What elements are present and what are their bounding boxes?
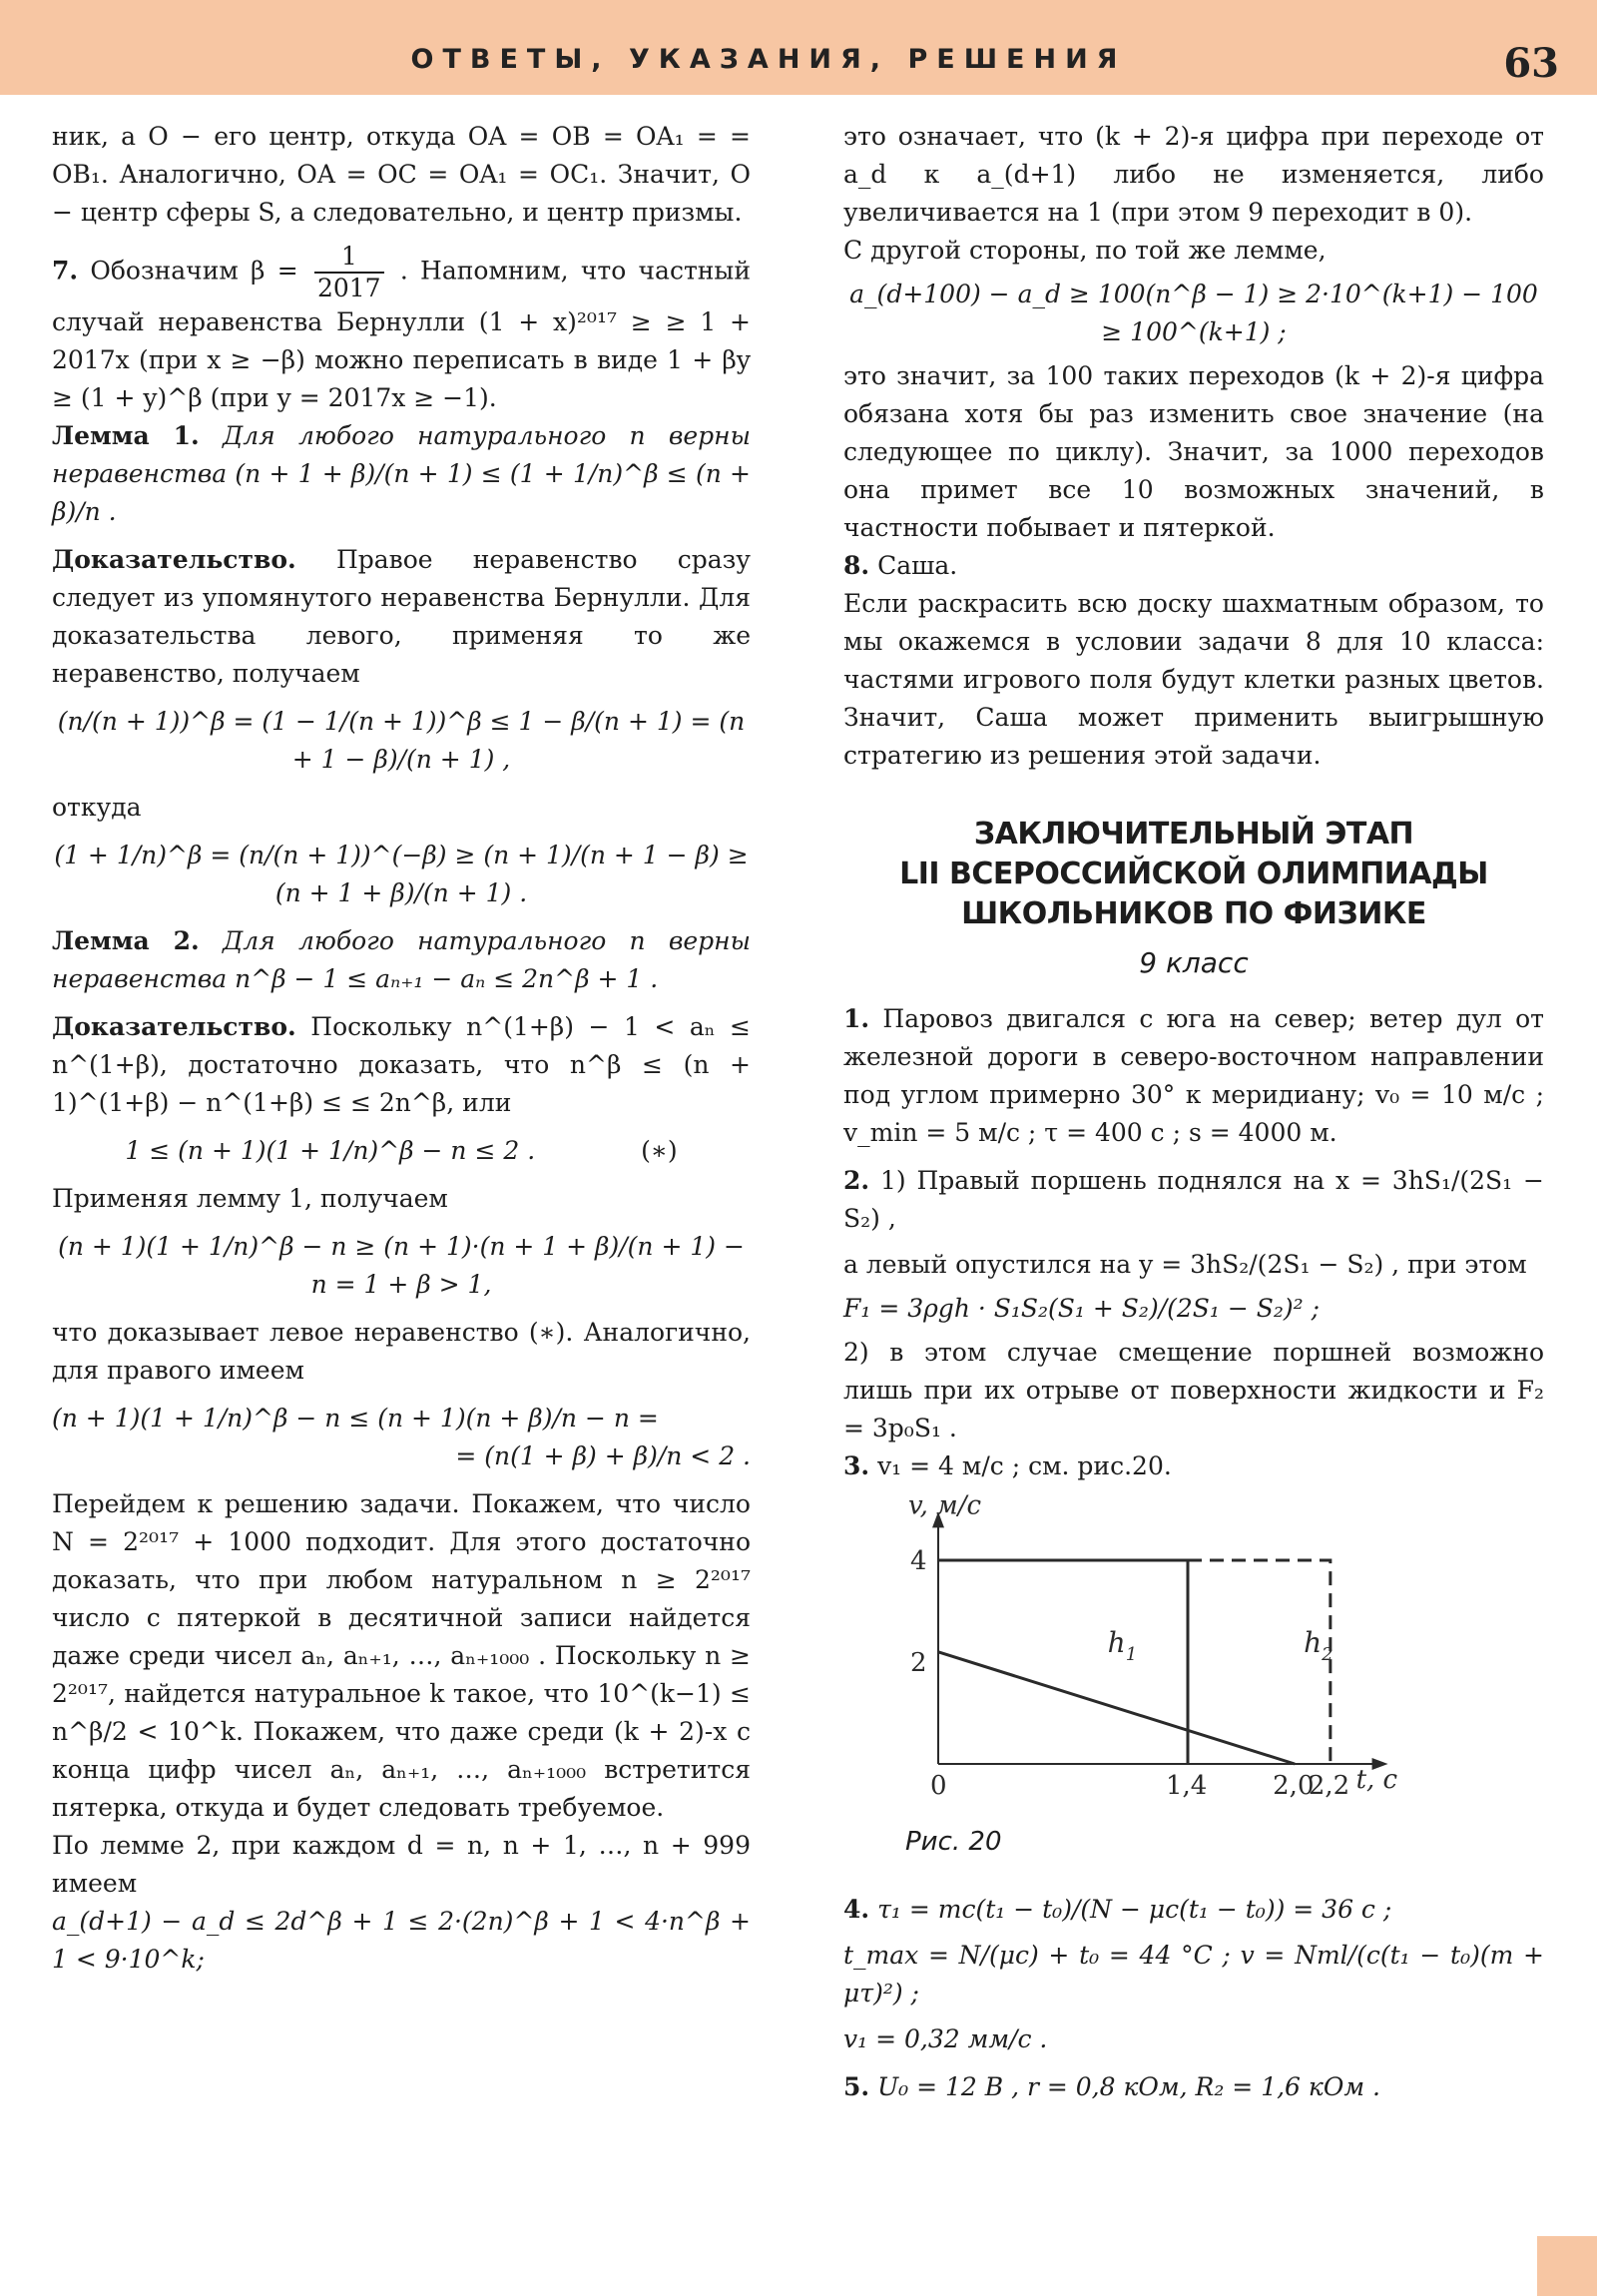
word-otkuda: откуда	[52, 793, 142, 822]
solution-text: Перейдем к решению задачи. Покажем, что число N = 2²⁰¹⁷ + 1000 подходит. Для этого достаточно доказать, что при любом натуральном n ≥ 2²⁰¹⁷ число с пятеркой в десятичной записи найдется даже среди чисел aₙ, aₙ₊₁, …, aₙ₊₁₀₀₀ . Поскольку n ≥ 2²⁰¹⁷, найдется натуральное k такое, что 10^(k−1) ≤ n^β/2 < 10^k. Покажем, что даже среди (k + 2)-х с конца цифр чисел aₙ, aₙ₊₁, …, aₙ₊₁₀₀₀ встретится пятерка, откуда и будет следовать требуемое.	[52, 1489, 751, 1822]
formula-star: 1 ≤ (n + 1)(1 + 1/n)^β − n ≤ 2 .	[125, 1136, 536, 1165]
lemma-1: Лемма 1. Для любого натурального n верны неравенства (n + 1 + β)/(n + 1) ≤ (1 + 1/n)^β ≤ (n + β)/n .	[52, 421, 751, 526]
corner-tab	[1537, 2236, 1597, 2296]
y-tick-label: 2	[910, 1648, 927, 1678]
formula-f: a_(d+100) − a_d ≥ 100(n^β − 1) ≥ 2·10^(k+1) − 100 ≥ 100^(k+1) ;	[849, 280, 1538, 346]
proves-left: что доказывает левое неравенство (∗). Аналогично, для правого имеем	[52, 1318, 751, 1385]
x-tick-label: 2,2	[1308, 1771, 1350, 1801]
grade-label: 9 класс	[1139, 946, 1249, 979]
y-axis-label: v, м/с	[908, 1490, 982, 1521]
left-column	[52, 118, 751, 1979]
answer-2-force: F₁ = 3ρgh · S₁S₂(S₁ + S₂)/(2S₁ − S₂)² ;	[843, 1294, 1321, 1323]
y-tick-label: 4	[910, 1546, 927, 1576]
formula-c: (n + 1)(1 + 1/n)^β − n ≥ (n + 1)·(n + 1 + β)/(n + 1) − n = 1 + β > 1,	[58, 1232, 745, 1299]
answer-4-tmax: t_max = N/(μc) + t₀ = 44 °C ; v = Nml/(c(t₁ − t₀)(m + μτ)²) ;	[843, 1941, 1544, 2008]
figure-caption: Рис. 20	[905, 1827, 1002, 1857]
lemma-2-use: По лемме 2, при каждом d = n, n + 1, …, n + 999 имеем	[52, 1831, 751, 1898]
formula-a: (n/(n + 1))^β = (1 − 1/(n + 1))^β ≤ 1 − β/(n + 1) = (n + 1 − β)/(n + 1) ,	[57, 707, 746, 774]
answer-5: 5. U₀ = 12 В , r = 0,8 кОм, R₂ = 1,6 кОм .	[843, 2072, 1380, 2101]
star-label: (∗)	[641, 1136, 678, 1165]
x-tick-label: 1,4	[1166, 1771, 1208, 1801]
section-title: ЗАКЛЮЧИТЕЛЬНЫЙ ЭТАП LII ВСЕРОССИЙСКОЙ ОЛИМПИАДЫ ШКОЛЬНИКОВ ПО ФИЗИКЕ	[899, 817, 1488, 931]
paragraph-digit: это означает, что (k + 2)-я цифра при переходе от a_d к a_(d+1) либо не изменяется, либо увеличивается на 1 (при этом 9 переходит в 0).	[843, 122, 1544, 227]
problem-7: 7. Обозначим β = $\frac{1}{2017}$ . Напомним, что частный случай неравенства Бернулли (1 + x)²⁰¹⁷ ≥ ≥ 1 + 2017x (при x ≥ −β) можно переписать в виде 1 + βy ≥ (1 + y)^β (при y = 2017x ≥ −1).	[52, 242, 751, 412]
answer-2: 2. 1) Правый поршень поднялся на x = 3hS₁/(2S₁ − S₂) ,	[843, 1166, 1544, 1233]
proof-1: Доказательство. Правое неравенство сразу следует из упомянутого неравенства Бернулли. Для доказательства левого, применяя то же неравенство, получаем	[52, 545, 751, 688]
velocity-chart	[843, 1489, 1482, 1829]
problem-8: 8. Саша.	[843, 551, 958, 580]
x-axis-label: t, с	[1355, 1765, 1398, 1795]
formula-e: a_(d+1) − a_d ≤ 2d^β + 1 ≤ 2·(2n)^β + 1 < 4·n^β + 1 < 9·10^k;	[52, 1907, 751, 1974]
x-tick-label: 2,0	[1273, 1771, 1315, 1801]
annotation-h1: $h_1$	[1107, 1625, 1138, 1665]
header-title: ОТВЕТЫ, УКАЗАНИЯ, РЕШЕНИЯ	[410, 44, 1127, 75]
answer-2-part2: 2) в этом случае смещение поршней возможно лишь при их отрыве от поверхности жидкости и F₂ = 3p₀S₁ .	[843, 1338, 1544, 1442]
answer-3: 3. v₁ = 4 м/с ; см. рис.20.	[843, 1451, 1172, 1480]
paragraph-prism: ник, а O − его центр, откуда OA = OB = OA₁ = = OB₁. Аналогично, OA = OC = OA₁ = OC₁. Значит, O − центр сферы S, а следовательно, и центр призмы.	[52, 122, 751, 227]
series-line	[938, 1652, 1295, 1764]
answer-4-v1: v₁ = 0,32 мм/с .	[843, 2024, 1048, 2053]
lemma-1-formula: (n + 1 + β)/(n + 1) ≤ (1 + 1/n)^β ≤ (n + β)/n .	[52, 459, 751, 526]
page-header	[0, 0, 1597, 95]
answer-4: 4. τ₁ = mc(t₁ − t₀)/(N − μc(t₁ − t₀)) = 36 с ;	[843, 1895, 1392, 1924]
x-tick-label: 0	[930, 1771, 947, 1801]
page-number: 63	[1503, 40, 1559, 87]
apply-lemma-1: Применяя лемму 1, получаем	[52, 1184, 448, 1213]
beta-fraction: $\frac{1}{2017}$	[314, 242, 384, 303]
problem-8-text: Если раскрасить всю доску шахматным образом, то мы окажемся в условии задачи 8 для 10 класса: частями игрового поля будут клетки разных цветов. Значит, Саша может применить выигрышную стратегию из решения этой задачи.	[843, 589, 1544, 770]
proof-2: Доказательство. Поскольку n^(1+β) − 1 < aₙ ≤ n^(1+β), достаточно доказать, что n^β ≤ (n + 1)^(1+β) − n^(1+β) ≤ ≤ 2n^β, или	[52, 1012, 751, 1117]
formula-d2: = (n(1 + β) + β)/n < 2 .	[455, 1441, 751, 1470]
answer-2-y: а левый опустился на y = 3hS₂/(2S₁ − S₂) , при этом	[843, 1250, 1527, 1279]
problem-7-number: 7.	[52, 256, 79, 286]
answer-1: 1. Паровоз двигался с юга на север; ветер дул от железной дороги в северо-восточном направлении под углом примерно 30° к меридиану; v₀ = 10 м/с ; v_min = 5 м/с ; τ = 400 с ; s = 4000 м.	[843, 1004, 1544, 1147]
formula-star-row	[52, 1132, 751, 1170]
right-column	[843, 118, 1544, 2106]
lemma-2: Лемма 2. Для любого натурального n верны неравенства n^β − 1 ≤ aₙ₊₁ − aₙ ≤ 2n^β + 1 .	[52, 926, 751, 993]
formula-d1: (n + 1)(1 + 1/n)^β − n ≤ (n + 1)(n + β)/n − n =	[52, 1404, 659, 1433]
paragraph-other-side: С другой стороны, по той же лемме,	[843, 236, 1327, 265]
series-h2	[1188, 1560, 1331, 1764]
formula-b: (1 + 1/n)^β = (n/(n + 1))^(−β) ≥ (n + 1)/(n + 1 − β) ≥ (n + 1 + β)/(n + 1) .	[54, 841, 749, 907]
annotation-h2: $h_2$	[1304, 1625, 1333, 1665]
series-h1	[938, 1560, 1188, 1764]
paragraph-transitions: это значит, за 100 таких переходов (k + 2)-я цифра обязана хотя бы раз изменить свое значение (на следующее по циклу). Значит, за 1000 переходов она примет все 10 возможных значений, в частности побывает и пятеркой.	[843, 361, 1544, 542]
